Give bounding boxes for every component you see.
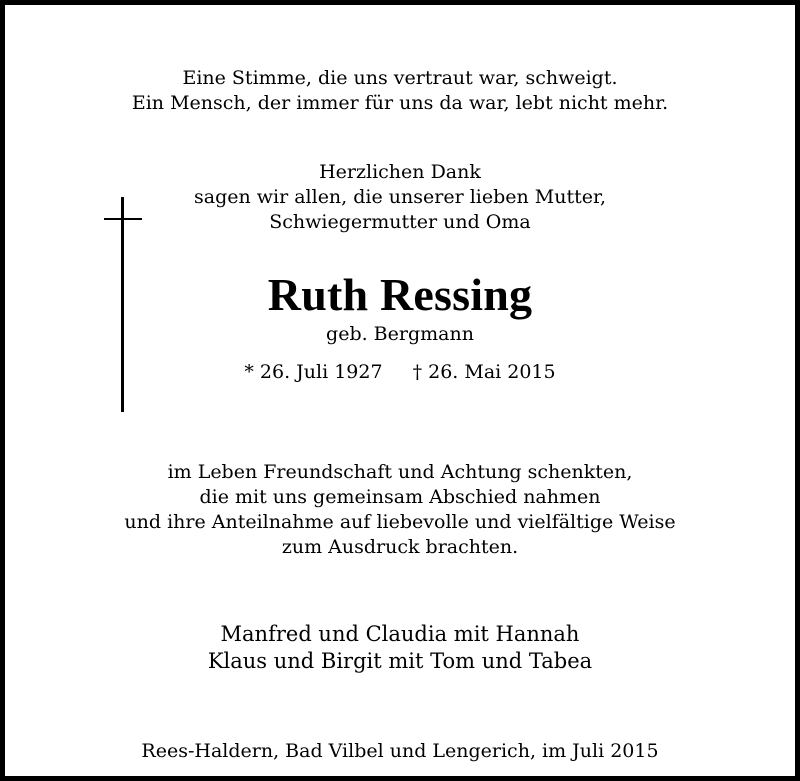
message-line: die mit uns gemeinsam Abschied nahmen: [199, 486, 601, 508]
deceased-name: Ruth Ressing: [267, 269, 533, 320]
thanks-line: Herzlichen Dank: [319, 161, 481, 183]
family-line: Manfred und Claudia mit Hannah: [220, 622, 580, 646]
quote-line: Eine Stimme, die uns vertraut war, schweigt.: [182, 67, 618, 89]
maiden-name: geb. Bergmann: [326, 323, 474, 345]
opening-quote: [5, 66, 795, 116]
quote-line: Ein Mensch, der immer für uns da war, lebt nicht mehr.: [131, 92, 669, 114]
thanks-line: Schwiegermutter und Oma: [269, 211, 531, 233]
message-line: zum Ausdruck brachten.: [281, 536, 519, 558]
thanks-intro: [5, 160, 795, 235]
death-date: † 26. Mai 2015: [412, 361, 556, 383]
birth-date: * 26. Juli 1927: [244, 361, 383, 383]
place-date: Rees-Haldern, Bad Vilbel und Lengerich, im Juli 2015: [141, 740, 659, 762]
family-signatures: [5, 621, 795, 675]
life-dates: [5, 360, 795, 385]
thanks-message: [5, 460, 795, 560]
message-line: im Leben Freundschaft und Achtung schenkten,: [167, 461, 633, 483]
message-line: und ihre Anteilnahme auf liebevolle und vielfältige Weise: [124, 511, 676, 533]
thanks-line: sagen wir allen, die unserer lieben Mutter,: [193, 186, 607, 208]
family-line: Klaus und Birgit mit Tom und Tabea: [207, 649, 593, 673]
